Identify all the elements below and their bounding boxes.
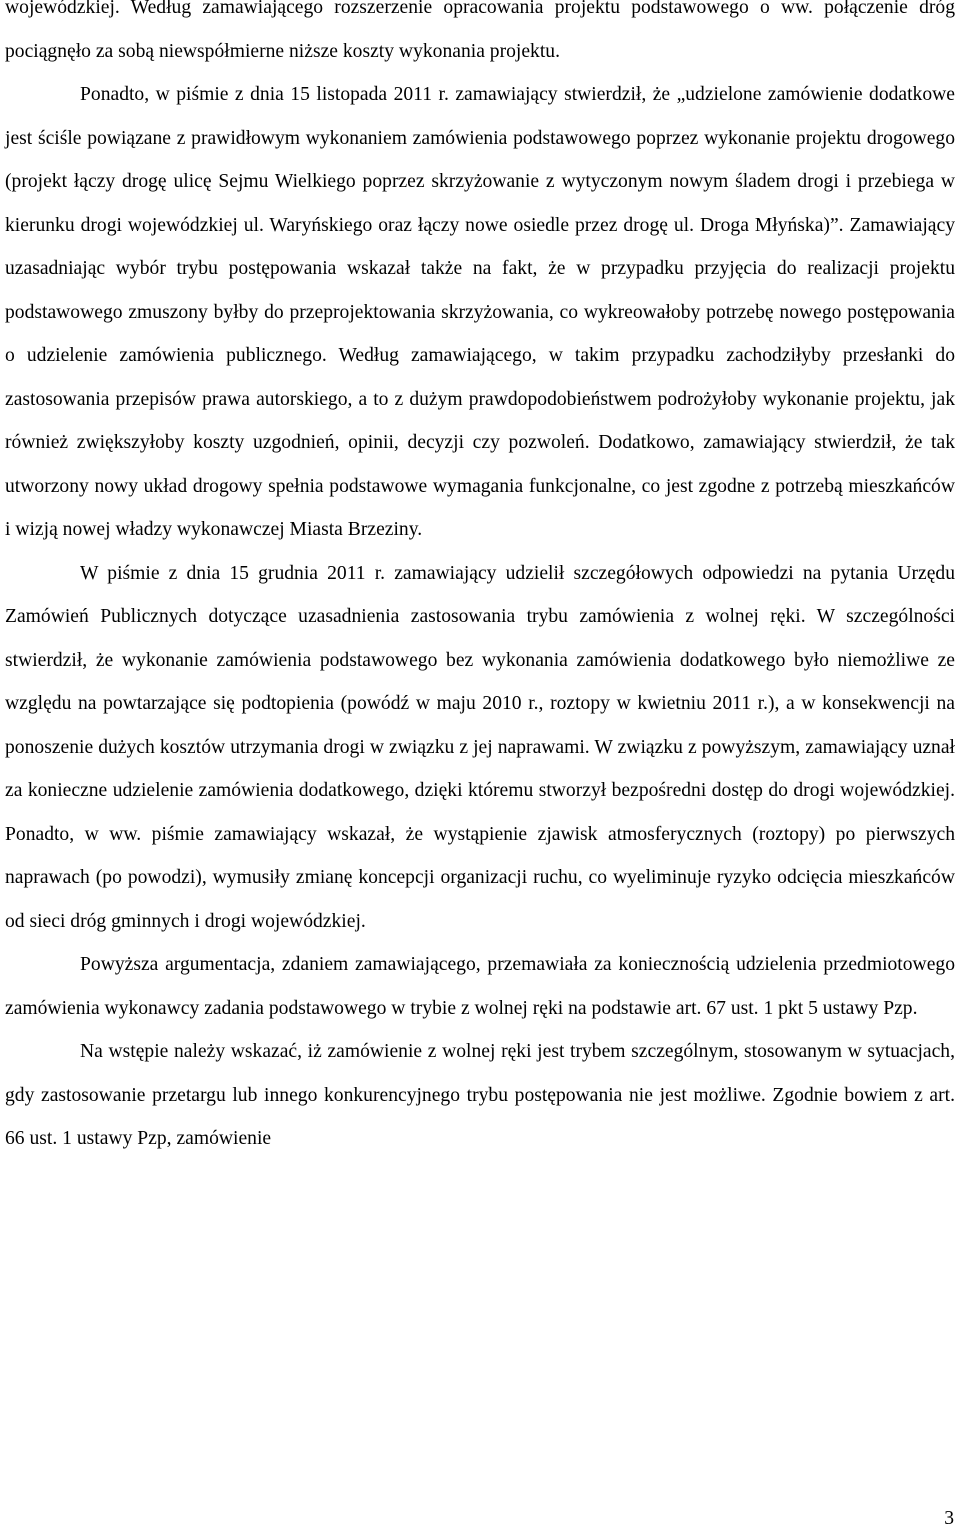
page-number: 3 (944, 1508, 954, 1529)
paragraph-2: Ponadto, w piśmie z dnia 15 listopada 2011 r. zamawiający stwierdził, że „udzielone zamówienie dodatkowe jest ściśle powiązane z prawidłowym wykonaniem zamówienia podstawowego poprzez wykonanie projektu drogowego (projekt łączy drogę ulicę Sejmu Wielkiego poprzez skrzyżowanie z wytyczonym nowym śladem drogi i przebiega w kierunku drogi wojewódzkiej ul. Waryńskiego oraz łączy nowe osiedle przez drogę ul. Droga Młyńska)”. Zamawiający uzasadniając wybór trybu postępowania wskazał także na fakt, że w przypadku przyjęcia do realizacji projektu podstawowego zmuszony byłby do przeprojektowania skrzyżowania, co wykreowałoby potrzebę nowego postępowania o udzielenie zamówienia publicznego. Według zamawiającego, w takim przypadku zachodziłyby przesłanki do zastosowania przepisów prawa autorskiego, a to z dużym prawdopodobieństwem podrożyłoby wykonanie projektu, jak również zwiększyłoby koszty uzgodnień, opinii, decyzji czy pozwoleń. Dodatkowo, zamawiający stwierdził, że tak utworzony nowy układ drogowy spełnia podstawowe wymagania funkcjonalne, co jest zgodne z potrzebą mieszkańców i wizją nowej władzy wykonawczej Miasta Brzeziny. (5, 84, 955, 540)
paragraph-4: Powyższa argumentacja, zdaniem zamawiającego, przemawiała za koniecznością udzielenia przedmiotowego zamówienia wykonawcy zadania podstawowego w trybie z wolnej ręki na podstawie art. 67 ust. 1 pkt 5 ustawy Pzp. (5, 954, 955, 1019)
paragraph-3: W piśmie z dnia 15 grudnia 2011 r. zamawiający udzielił szczegółowych odpowiedzi na pytania Urzędu Zamówień Publicznych dotyczące uzasadnienia zastosowania trybu zamówienia z wolnej ręki. W szczególności stwierdził, że wykonanie zamówienia podstawowego bez wykonania zamówienia dodatkowego było niemożliwe ze względu na powtarzające się podtopienia (powódź w maju 2010 r., roztopy w kwietniu 2011 r.), a w konsekwencji na ponoszenie dużych kosztów utrzymania drogi w związku z jej naprawami. W związku z powyższym, zamawiający uznał za konieczne udzielenie zamówienia dodatkowego, dzięki któremu stworzył bezpośredni dostęp do drogi wojewódzkiej. Ponadto, w ww. piśmie zamawiający wskazał, że wystąpienie zjawisk atmosferycznych (roztopy) po pierwszych naprawach (po powodzi), wymusiły zmianę koncepcji organizacji ruchu, co wyeliminuje ryzyko odcięcia mieszkańców od sieci dróg gminnych i drogi wojewódzkiej. (5, 562, 955, 932)
paragraph-5: Na wstępie należy wskazać, iż zamówienie z wolnej ręki jest trybem szczególnym, stosowanym w sytuacjach, gdy zastosowanie przetargu lub innego konkurencyjnego trybu postępowania nie jest możliwe. Zgodnie bowiem z art. 66 ust. 1 ustawy Pzp, zamówienie (5, 1041, 955, 1149)
document-page (5, 0, 955, 1161)
paragraph-1: wojewódzkiej. Według zamawiającego rozszerzenie opracowania projektu podstawowego o ww. połączenie dróg pociągnęło za sobą niewspółmierne niższe koszty wykonania projektu. (5, 0, 955, 62)
